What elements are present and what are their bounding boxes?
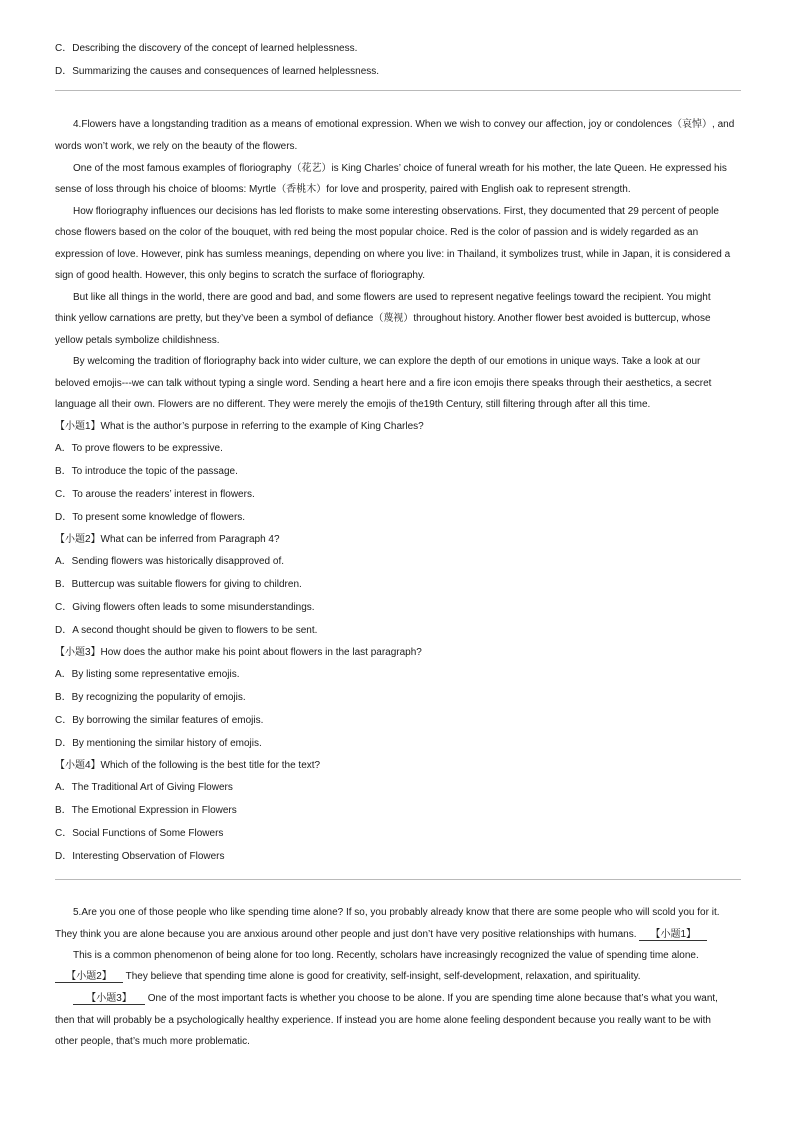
q4-sq1-option-a[interactable]: A．To prove flowers to be expressive. — [55, 443, 223, 454]
q4-passage-line: But like all things in the world, there are good and bad, and some flowers are used to represent negative feelings toward the recipient. You might — [73, 292, 711, 303]
q4-sq1-option-d[interactable]: D．To present some knowledge of flowers. — [55, 512, 246, 523]
q4-passage-line: language all their own. Flowers are no different. They were merely the emojis of the19th Century, still filtering through after all this time. — [55, 399, 651, 410]
q4-passage-line: By welcoming the tradition of floriography back into wider culture, we can explore the depth of our emotions in unique ways. Take a look at our — [73, 356, 701, 367]
q5-passage-line: 5.Are you one of those people who like spending time alone? If so, you probably already know that there are some people who will scold you for it. — [73, 907, 720, 918]
q5-passage-line: then that will probably be a psychologically healthy experience. If instead you are home alone feeling despondent because you really want to be with — [55, 1015, 711, 1026]
q5-blank-2[interactable]: 【小题2】 — [55, 970, 123, 983]
section-divider — [55, 879, 741, 880]
q5-text: One of the most important facts is whether you choose to be alone. If you are spending time alone because that’s what you want, — [147, 993, 718, 1004]
q4-sq4-option-c[interactable]: C．Social Functions of Some Flowers — [55, 828, 224, 839]
q4-sq3-option-c[interactable]: C．By borrowing the similar features of emojis. — [55, 715, 264, 726]
q4-subquestion-3-stem: 【小题3】How does the author make his point about flowers in the last paragraph? — [55, 647, 422, 658]
q4-sq4-option-d[interactable]: D．Interesting Observation of Flowers — [55, 851, 225, 862]
q4-passage-line: chose flowers based on the color of the bouquet, with red being the most popular choice. Red is the color of passion and is widely regarded as an — [55, 227, 699, 238]
prev-option-c[interactable]: C．Describing the discovery of the concept of learned helplessness. — [55, 43, 358, 54]
q4-sq2-option-b[interactable]: B．Buttercup was suitable flowers for giving to children. — [55, 579, 302, 590]
q4-passage-line: 4.Flowers have a longstanding tradition as a means of emotional expression. When we wish to convey our affection, joy or condolences（哀悼）, and — [73, 119, 735, 130]
q5-passage-line: other people, that’s much more problematic. — [55, 1036, 250, 1047]
q4-passage-line: expression of love. However, pink has sumless meanings, depending on where you live: in Thailand, it symbolizes trust, while in Japan, it is considered a — [55, 249, 731, 260]
q4-sq3-option-a[interactable]: A．By listing some representative emojis. — [55, 669, 240, 680]
q4-subquestion-2-stem: 【小题2】What can be inferred from Paragraph 4? — [55, 534, 280, 545]
q5-passage-line — [55, 928, 745, 942]
q5-passage-line — [73, 992, 745, 1006]
q4-passage-line: yellow petals symbolize childishness. — [55, 335, 220, 346]
q4-passage-line: beloved emojis---we can talk without typing a single word. Sending a heart here and a fire icon emojis there speaks through their aesthetics, a secret — [55, 378, 712, 389]
q5-blank-3[interactable]: 【小题3】 — [73, 992, 145, 1005]
q5-blank-1[interactable]: 【小题1】 — [639, 928, 707, 941]
q4-passage-line: words won’t work, we rely on the beauty of the flowers. — [55, 141, 298, 152]
q4-sq3-option-b[interactable]: B．By recognizing the popularity of emojis. — [55, 692, 246, 703]
q4-passage-line: think yellow carnations are pretty, but they’ve been a symbol of defiance（蔑视）throughout history. Another flower best avoided is buttercup, whose — [55, 313, 711, 324]
q4-sq4-option-b[interactable]: B．The Emotional Expression in Flowers — [55, 805, 237, 816]
q4-sq4-option-a[interactable]: A．The Traditional Art of Giving Flowers — [55, 782, 233, 793]
q4-sq2-option-c[interactable]: C．Giving flowers often leads to some misunderstandings. — [55, 602, 315, 613]
q5-text: They believe that spending time alone is good for creativity, self-insight, self-development, relaxation, and spirituality. — [125, 971, 641, 982]
q4-sq1-option-b[interactable]: B．To introduce the topic of the passage. — [55, 466, 238, 477]
q4-sq1-option-c[interactable]: C．To arouse the readers’ interest in flowers. — [55, 489, 255, 500]
q4-sq2-option-d[interactable]: D．A second thought should be given to flowers to be sent. — [55, 625, 318, 636]
q4-subquestion-4-stem: 【小题4】Which of the following is the best title for the text? — [55, 760, 321, 771]
q4-sq3-option-d[interactable]: D．By mentioning the similar history of emojis. — [55, 738, 262, 749]
q4-passage-line: How floriography influences our decisions has led florists to make some interesting observations. First, they documented that 29 percent of people — [73, 206, 719, 217]
q4-passage-line: sense of loss through his choice of blooms: Myrtle（香桃木）for love and prosperity, paired with English oak to represent strength. — [55, 184, 631, 195]
q5-passage-line — [55, 970, 745, 984]
q4-subquestion-1-stem: 【小题1】What is the author’s purpose in referring to the example of King Charles? — [55, 421, 424, 432]
prev-option-d[interactable]: D．Summarizing the causes and consequences of learned helplessness. — [55, 66, 380, 77]
section-divider — [55, 90, 741, 91]
q4-passage-line: sign of good health. However, this only begins to scratch the surface of floriography. — [55, 270, 426, 281]
q5-passage-line: This is a common phenomenon of being alone for too long. Recently, scholars have increasingly recognized the value of spending time alone. — [73, 950, 699, 961]
q4-sq2-option-a[interactable]: A．Sending flowers was historically disapproved of. — [55, 556, 284, 567]
q4-passage-line: One of the most famous examples of floriography（花艺）is King Charles’ choice of funeral wreath for his mother, the late Queen. He expressed his — [73, 163, 727, 174]
q5-text: They think you are alone because you are anxious around other people and just don’t have very positive relationships with humans. — [55, 929, 637, 940]
